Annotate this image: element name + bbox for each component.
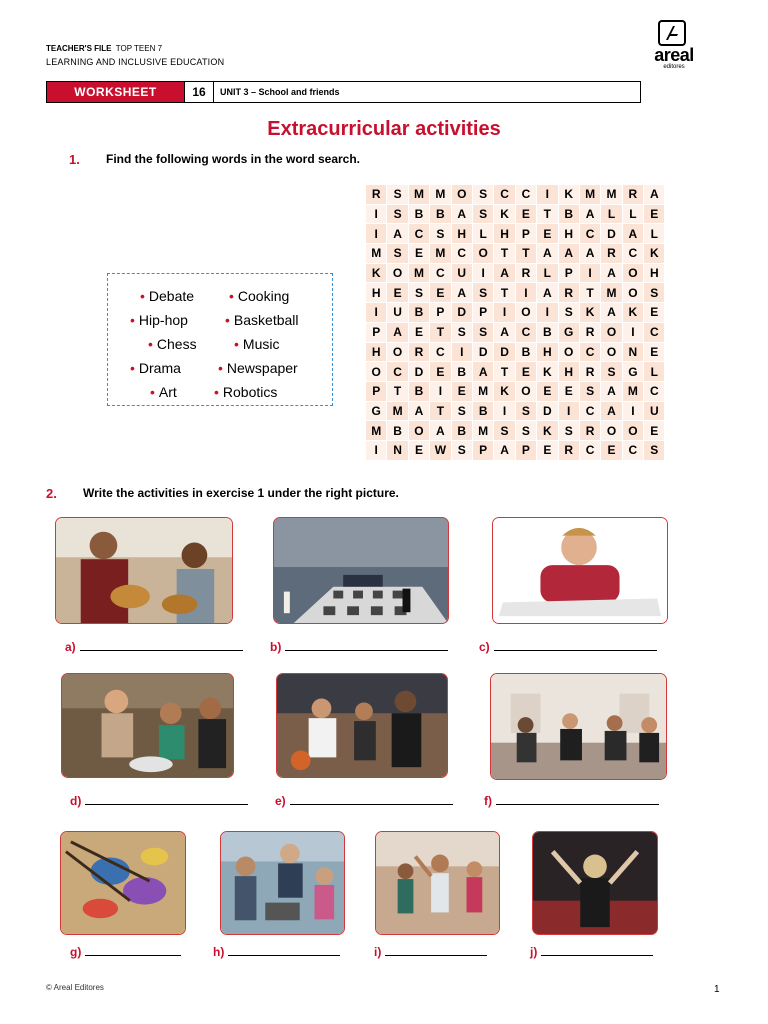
grid-letter[interactable]: O — [387, 263, 408, 283]
grid-letter[interactable]: E — [387, 283, 408, 303]
grid-letter[interactable]: E — [644, 303, 665, 323]
grid-letter[interactable]: L — [622, 204, 643, 224]
grid-letter[interactable]: E — [408, 322, 429, 342]
grid-letter[interactable]: A — [387, 322, 408, 342]
grid-letter[interactable]: O — [451, 185, 472, 205]
grid-letter[interactable]: M — [601, 283, 622, 303]
teachers-file-label: TEACHER'S FILE — [46, 44, 112, 53]
grid-letter[interactable]: P — [366, 381, 387, 401]
grid-letter[interactable]: O — [622, 421, 643, 441]
grid-letter[interactable]: N — [387, 440, 408, 460]
grid-letter[interactable]: I — [494, 303, 515, 323]
grid-letter[interactable]: R — [579, 421, 600, 441]
word-item: • Newspaper — [218, 360, 298, 376]
grid-letter[interactable]: I — [537, 185, 558, 205]
grid-letter[interactable]: R — [579, 322, 600, 342]
grid-letter[interactable]: A — [537, 244, 558, 264]
grid-letter[interactable]: U — [644, 401, 665, 421]
grid-letter[interactable]: O — [622, 263, 643, 283]
word-item: • Music — [234, 336, 280, 352]
grid-letter[interactable]: E — [451, 381, 472, 401]
word-search-grid — [365, 184, 665, 461]
picture-art — [60, 831, 186, 935]
logo-word: areal — [654, 45, 694, 65]
grid-letter[interactable]: I — [579, 263, 600, 283]
grid-letter[interactable]: A — [494, 440, 515, 460]
grid-letter[interactable]: D — [494, 342, 515, 362]
grid-letter[interactable]: S — [451, 440, 472, 460]
grid-letter[interactable]: P — [558, 263, 579, 283]
grid-row — [366, 401, 665, 421]
grid-letter[interactable]: I — [494, 401, 515, 421]
grid-letter[interactable]: L — [644, 224, 665, 244]
grid-letter[interactable]: P — [515, 440, 536, 460]
picture-drama — [532, 831, 658, 935]
grid-letter[interactable]: C — [644, 322, 665, 342]
word-item: • Debate — [140, 288, 195, 304]
grid-letter[interactable]: S — [451, 322, 472, 342]
grid-letter[interactable]: R — [622, 185, 643, 205]
grid-letter[interactable]: T — [494, 244, 515, 264]
grid-letter[interactable]: H — [494, 224, 515, 244]
grid-letter[interactable]: T — [387, 381, 408, 401]
word-item: • Hip-hop — [130, 312, 188, 328]
grid-letter[interactable]: O — [366, 362, 387, 382]
grid-row — [366, 381, 665, 401]
grid-letter[interactable]: C — [622, 440, 643, 460]
grid-letter[interactable]: A — [451, 204, 472, 224]
grid-letter[interactable]: I — [451, 342, 472, 362]
grid-letter[interactable]: I — [622, 322, 643, 342]
grid-letter[interactable]: G — [366, 401, 387, 421]
grid-letter[interactable]: L — [644, 362, 665, 382]
grid-letter[interactable]: D — [451, 303, 472, 323]
grid-letter[interactable]: B — [430, 204, 451, 224]
picture-cooking — [61, 673, 234, 778]
grid-letter[interactable]: I — [366, 224, 387, 244]
grid-letter[interactable]: H — [451, 224, 472, 244]
worksheet-number: 16 — [184, 82, 214, 102]
grid-letter[interactable]: K — [366, 263, 387, 283]
grid-letter[interactable]: E — [558, 381, 579, 401]
header-book-line — [46, 44, 162, 53]
grid-letter[interactable]: B — [558, 204, 579, 224]
answer-f: f) — [484, 794, 659, 808]
grid-letter[interactable]: L — [472, 224, 493, 244]
grid-letter[interactable]: S — [472, 204, 493, 224]
grid-letter[interactable]: B — [451, 362, 472, 382]
grid-letter[interactable]: T — [537, 204, 558, 224]
grid-letter[interactable]: S — [451, 401, 472, 421]
word-item: • Drama — [130, 360, 181, 376]
grid-letter[interactable]: S — [601, 362, 622, 382]
grid-letter[interactable]: B — [515, 342, 536, 362]
grid-letter[interactable]: C — [579, 401, 600, 421]
grid-row — [366, 224, 665, 244]
exercise-2-number: 2. — [46, 486, 57, 501]
grid-letter[interactable]: I — [558, 401, 579, 421]
grid-letter[interactable]: G — [622, 362, 643, 382]
grid-letter[interactable]: W — [430, 440, 451, 460]
worksheet-label: WORKSHEET — [47, 82, 184, 102]
grid-letter[interactable]: S — [558, 303, 579, 323]
grid-letter[interactable]: M — [430, 185, 451, 205]
grid-letter[interactable]: D — [408, 362, 429, 382]
grid-letter[interactable]: D — [472, 342, 493, 362]
grid-letter[interactable]: O — [387, 342, 408, 362]
grid-letter[interactable]: B — [537, 322, 558, 342]
grid-row — [366, 283, 665, 303]
answer-line[interactable] — [285, 640, 448, 651]
grid-letter[interactable]: R — [408, 342, 429, 362]
grid-letter[interactable]: H — [366, 283, 387, 303]
grid-letter[interactable]: P — [472, 440, 493, 460]
answer-line[interactable] — [290, 794, 453, 805]
grid-letter[interactable]: P — [515, 224, 536, 244]
grid-letter[interactable]: S — [387, 185, 408, 205]
word-item: • Art — [150, 384, 177, 400]
grid-letter[interactable]: I — [472, 263, 493, 283]
grid-letter[interactable]: M — [622, 381, 643, 401]
grid-letter[interactable]: C — [430, 342, 451, 362]
answer-line[interactable] — [228, 945, 340, 956]
grid-letter[interactable]: C — [579, 224, 600, 244]
picture-basketball — [276, 673, 448, 778]
page-title: Extracurricular activities — [267, 118, 501, 140]
grid-letter[interactable]: U — [387, 303, 408, 323]
worksheet-unit: UNIT 3 – School and friends — [220, 87, 340, 97]
grid-letter[interactable]: R — [366, 185, 387, 205]
answer-line[interactable] — [80, 640, 243, 651]
grid-letter[interactable]: L — [537, 263, 558, 283]
picture-chess — [273, 517, 449, 624]
exercise-1-instruction: Find the following words in the word search. — [106, 152, 361, 166]
grid-letter[interactable]: S — [472, 185, 493, 205]
picture-debate — [490, 673, 667, 780]
picture-music — [55, 517, 233, 624]
logo-mark-icon — [658, 20, 686, 46]
exercise-2-instruction: Write the activities in exercise 1 under the right picture. — [83, 486, 399, 500]
grid-letter[interactable]: A — [408, 401, 429, 421]
grid-letter[interactable]: M — [430, 244, 451, 264]
grid-letter[interactable]: S — [579, 381, 600, 401]
grid-letter[interactable]: I — [537, 303, 558, 323]
exercise-1-number: 1. — [69, 152, 80, 167]
grid-letter[interactable]: C — [644, 381, 665, 401]
grid-letter[interactable]: A — [644, 185, 665, 205]
footer-copyright: © Areal Editores — [46, 983, 104, 992]
grid-row — [366, 322, 665, 342]
grid-letter[interactable]: A — [451, 283, 472, 303]
grid-letter[interactable]: A — [387, 224, 408, 244]
grid-letter[interactable]: E — [430, 283, 451, 303]
grid-letter[interactable]: C — [494, 185, 515, 205]
grid-letter[interactable]: P — [366, 322, 387, 342]
grid-letter[interactable]: S — [494, 421, 515, 441]
grid-letter[interactable]: K — [622, 303, 643, 323]
areal-logo — [646, 20, 702, 72]
grid-letter[interactable]: M — [472, 421, 493, 441]
grid-letter[interactable]: B — [408, 303, 429, 323]
answer-b: b) — [270, 640, 448, 654]
grid-letter[interactable]: R — [601, 244, 622, 264]
grid-letter[interactable]: A — [601, 401, 622, 421]
grid-row — [366, 204, 665, 224]
grid-letter[interactable]: A — [601, 381, 622, 401]
grid-letter[interactable]: I — [366, 440, 387, 460]
grid-letter[interactable]: O — [558, 342, 579, 362]
answer-line[interactable] — [385, 945, 487, 956]
grid-row — [366, 440, 665, 460]
grid-letter[interactable]: A — [494, 263, 515, 283]
grid-letter[interactable]: U — [451, 263, 472, 283]
grid-letter[interactable]: B — [387, 421, 408, 441]
grid-letter[interactable]: E — [515, 362, 536, 382]
grid-row — [366, 185, 665, 205]
grid-letter[interactable]: O — [601, 421, 622, 441]
grid-letter[interactable]: S — [644, 283, 665, 303]
grid-letter[interactable]: T — [515, 244, 536, 264]
grid-letter[interactable]: M — [366, 421, 387, 441]
grid-letter[interactable]: O — [622, 283, 643, 303]
grid-letter[interactable]: O — [408, 421, 429, 441]
grid-letter[interactable]: C — [408, 224, 429, 244]
grid-letter[interactable]: I — [366, 204, 387, 224]
grid-letter[interactable]: H — [558, 362, 579, 382]
grid-letter[interactable]: D — [537, 401, 558, 421]
answer-c: c) — [479, 640, 657, 654]
answer-j: j) — [530, 945, 653, 959]
grid-letter[interactable]: G — [558, 322, 579, 342]
grid-letter[interactable]: A — [579, 204, 600, 224]
grid-letter[interactable]: C — [579, 440, 600, 460]
answer-i: i) — [374, 945, 487, 959]
answer-line[interactable] — [496, 794, 659, 805]
grid-letter[interactable]: E — [644, 342, 665, 362]
grid-letter[interactable]: S — [515, 401, 536, 421]
word-item: • Chess — [148, 336, 197, 352]
grid-row — [366, 421, 665, 441]
answer-d: d) — [70, 794, 248, 808]
grid-letter[interactable]: N — [622, 342, 643, 362]
grid-letter[interactable]: A — [494, 322, 515, 342]
grid-letter[interactable]: A — [537, 283, 558, 303]
grid-letter[interactable]: C — [579, 342, 600, 362]
grid-letter[interactable]: R — [558, 283, 579, 303]
page-number: 1 — [714, 984, 720, 995]
grid-letter[interactable]: K — [579, 303, 600, 323]
grid-letter[interactable]: E — [537, 440, 558, 460]
grid-letter[interactable]: S — [408, 283, 429, 303]
grid-letter[interactable]: K — [644, 244, 665, 264]
grid-letter[interactable]: T — [579, 283, 600, 303]
grid-letter[interactable]: R — [579, 362, 600, 382]
grid-letter[interactable]: S — [430, 224, 451, 244]
grid-letter[interactable]: O — [472, 244, 493, 264]
grid-row — [366, 362, 665, 382]
picture-newspaper — [492, 517, 668, 624]
grid-letter[interactable]: M — [579, 185, 600, 205]
grid-letter[interactable]: M — [472, 381, 493, 401]
grid-letter[interactable]: S — [472, 322, 493, 342]
word-item: • Robotics — [214, 384, 278, 400]
grid-letter[interactable]: S — [515, 421, 536, 441]
grid-letter[interactable]: P — [430, 303, 451, 323]
grid-letter[interactable]: M — [601, 185, 622, 205]
grid-letter[interactable]: O — [515, 381, 536, 401]
grid-letter[interactable]: D — [601, 224, 622, 244]
grid-letter[interactable]: E — [408, 244, 429, 264]
grid-letter[interactable]: E — [408, 440, 429, 460]
grid-letter[interactable]: A — [601, 303, 622, 323]
grid-letter[interactable]: H — [644, 263, 665, 283]
grid-letter[interactable]: B — [408, 381, 429, 401]
word-item: • Cooking — [229, 288, 290, 304]
word-list-box — [107, 273, 333, 406]
grid-letter[interactable]: B — [451, 421, 472, 441]
grid-letter[interactable]: L — [601, 204, 622, 224]
grid-letter[interactable]: R — [515, 263, 536, 283]
grid-letter[interactable]: T — [430, 322, 451, 342]
grid-letter[interactable]: A — [472, 362, 493, 382]
grid-letter[interactable]: M — [408, 263, 429, 283]
grid-letter[interactable]: T — [494, 362, 515, 382]
grid-letter[interactable]: A — [601, 263, 622, 283]
grid-letter[interactable]: C — [622, 244, 643, 264]
grid-letter[interactable]: C — [430, 263, 451, 283]
grid-letter[interactable]: E — [515, 204, 536, 224]
grid-letter[interactable]: O — [515, 303, 536, 323]
grid-letter[interactable]: I — [622, 401, 643, 421]
answer-e: e) — [275, 794, 453, 808]
grid-letter[interactable]: T — [430, 401, 451, 421]
grid-letter[interactable]: H — [537, 342, 558, 362]
grid-letter[interactable]: C — [515, 185, 536, 205]
grid-letter[interactable]: P — [472, 303, 493, 323]
grid-letter[interactable]: M — [366, 244, 387, 264]
word-item: • Basketball — [225, 312, 299, 328]
worksheet-bar — [46, 81, 641, 103]
grid-letter[interactable]: E — [430, 362, 451, 382]
answer-a: a) — [65, 640, 243, 654]
grid-row — [366, 263, 665, 283]
grid-letter[interactable]: O — [601, 322, 622, 342]
grid-letter[interactable]: E — [537, 381, 558, 401]
grid-letter[interactable]: E — [537, 224, 558, 244]
grid-letter[interactable]: S — [387, 244, 408, 264]
header-section: LEARNING AND INCLUSIVE EDUCATION — [46, 57, 225, 67]
grid-letter[interactable]: I — [430, 381, 451, 401]
grid-row — [366, 342, 665, 362]
grid-letter[interactable]: B — [472, 401, 493, 421]
answer-line[interactable] — [494, 640, 657, 651]
grid-row — [366, 244, 665, 264]
grid-letter[interactable]: T — [494, 283, 515, 303]
answer-g: g) — [70, 945, 181, 959]
grid-letter[interactable]: C — [451, 244, 472, 264]
grid-letter[interactable]: E — [644, 421, 665, 441]
answer-h: h) — [213, 945, 340, 959]
grid-letter[interactable]: K — [558, 185, 579, 205]
answer-line[interactable] — [85, 945, 181, 956]
grid-letter[interactable]: A — [579, 244, 600, 264]
grid-letter[interactable]: K — [537, 362, 558, 382]
answer-line[interactable] — [541, 945, 653, 956]
grid-letter[interactable]: I — [366, 303, 387, 323]
grid-letter[interactable]: E — [601, 440, 622, 460]
grid-row — [366, 303, 665, 323]
grid-letter[interactable]: H — [558, 224, 579, 244]
grid-letter[interactable]: K — [494, 204, 515, 224]
grid-letter[interactable]: B — [408, 204, 429, 224]
grid-letter[interactable]: I — [515, 283, 536, 303]
grid-letter[interactable]: O — [601, 342, 622, 362]
grid-letter[interactable]: K — [494, 381, 515, 401]
grid-letter[interactable]: R — [558, 440, 579, 460]
book-name: TOP TEEN 7 — [115, 44, 163, 53]
grid-letter[interactable]: E — [644, 204, 665, 224]
picture-robotics — [220, 831, 345, 935]
grid-letter[interactable]: S — [644, 440, 665, 460]
grid-letter[interactable]: C — [387, 362, 408, 382]
grid-letter[interactable]: K — [537, 421, 558, 441]
grid-letter[interactable]: H — [366, 342, 387, 362]
grid-letter[interactable]: S — [387, 204, 408, 224]
logo-sub: editores — [663, 64, 685, 70]
grid-letter[interactable]: S — [558, 421, 579, 441]
grid-letter[interactable]: S — [472, 283, 493, 303]
grid-letter[interactable]: M — [408, 185, 429, 205]
grid-letter[interactable]: A — [558, 244, 579, 264]
answer-line[interactable] — [85, 794, 248, 805]
grid-letter[interactable]: A — [430, 421, 451, 441]
grid-letter[interactable]: A — [622, 224, 643, 244]
grid-letter[interactable]: C — [515, 322, 536, 342]
grid-letter[interactable]: M — [387, 401, 408, 421]
picture-hip-hop — [375, 831, 500, 935]
